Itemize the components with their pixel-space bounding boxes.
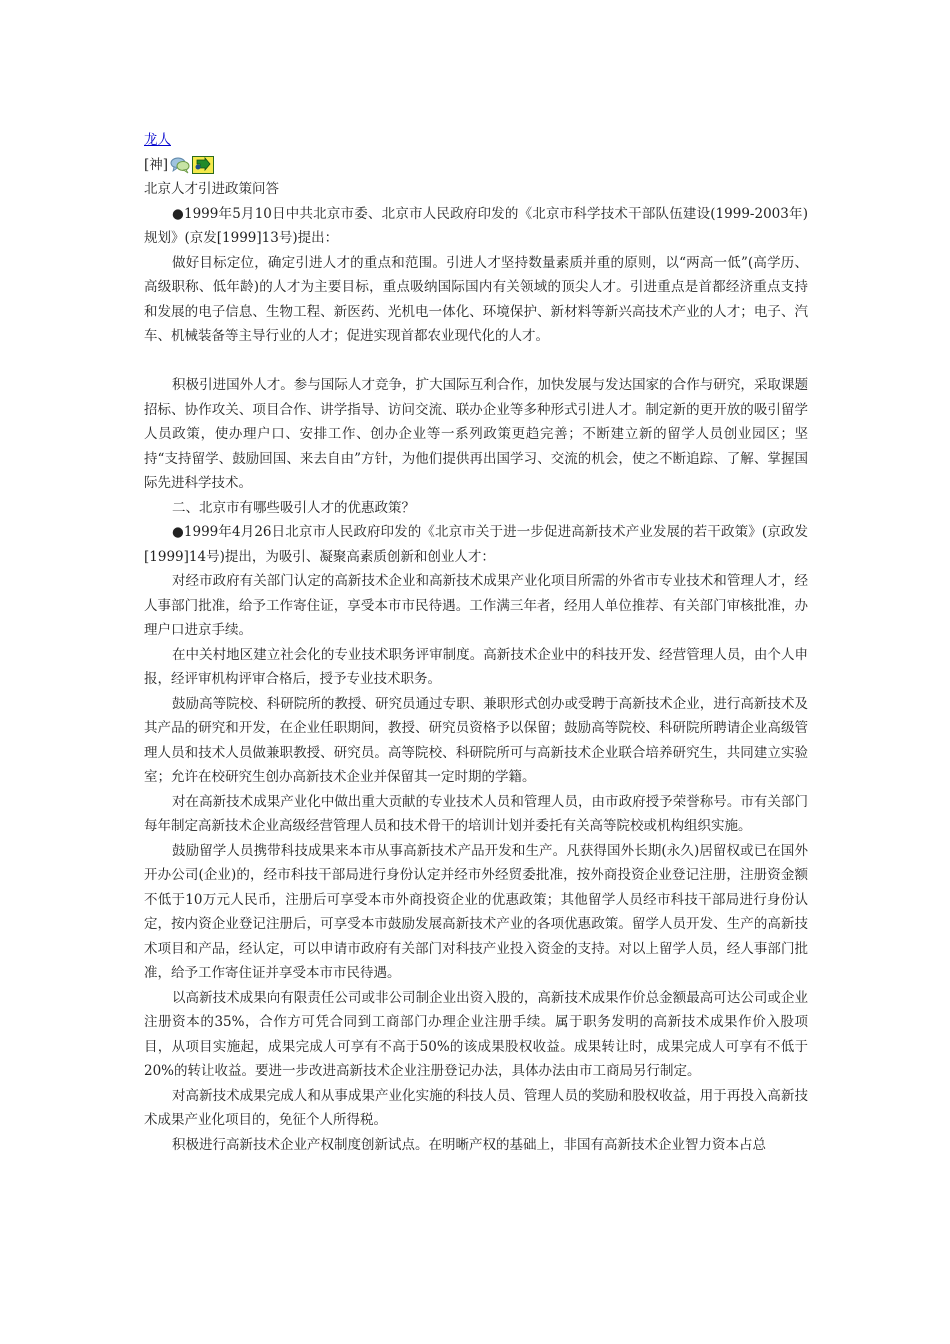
document-title: 北京人才引进政策问答 bbox=[144, 181, 279, 197]
chat-bubbles-icon bbox=[170, 156, 190, 174]
paragraph: ●1999年5月10日中共北京市委、北京市人民政府印发的《北京市科学技术干部队伍建设(1999-2003年)规划》(京发[1999]13号)提出： bbox=[144, 205, 808, 246]
paragraph: 对在高新技术成果产业化中做出重大贡献的专业技术人员和管理人员，由市政府授予荣誉称号。市有关部门每年制定高新技术企业高级经营管理人员和技术骨干的培训计划并委托有关高等院校或机构组织实施。 bbox=[144, 793, 808, 834]
paragraph: 积极进行高新技术企业产权制度创新试点。在明晰产权的基础上，非国有高新技术企业智力资本占总 bbox=[172, 1136, 766, 1153]
blank-line bbox=[144, 349, 808, 374]
paragraph: 对经市政府有关部门认定的高新技术企业和高新技术成果产业化项目所需的外省市专业技术和管理人才，经人事部门批准，给予工作寄住证，享受本市市民待遇。工作满三年者，经用人单位推荐、有关部门审核批准，办理户口进京手续。 bbox=[144, 573, 808, 638]
paragraph: 以高新技术成果向有限责任公司或非公司制企业出资入股的，高新技术成果作价总金额最高可达公司或企业注册资本的35%，合作方可凭合同到工商部门办理企业注册手续。属于职务发明的高新技术成果作价入股项目，从项目实施起，成果完成人可享有不高于50%的该成果股权收益。成果转让时，成果完成人可享有不低于20%的转让收益。要进一步改进高新技术企业注册登记办法，具体办法由市工商局另行制定。 bbox=[144, 989, 808, 1079]
paragraph: 积极引进国外人才。参与国际人才竞争，扩大国际互利合作，加快发展与发达国家的合作与研究，采取课题招标、协作攻关、项目合作、讲学指导、访问交流、联办企业等多种形式引进人才。制定新的更开放的吸引留学人员政策，使办理户口、安排工作、创办企业等一系列政策更趋完善；不断建立新的留学人员创业园区；坚持“支持留学、鼓励回国、来去自由”方针，为他们提供再出国学习、交流的机会，使之不断追踪、了解、掌握国际先进科学技术。 bbox=[144, 377, 808, 491]
tag-row bbox=[144, 153, 808, 178]
article-body bbox=[144, 128, 808, 1157]
section-heading: 二、北京市有哪些吸引人才的优惠政策？ bbox=[172, 499, 415, 516]
paragraph: 做好目标定位，确定引进人才的重点和范围。引进人才坚持数量素质并重的原则，以“两高一低”(高学历、高级职称、低年龄)的人才为主要目标，重点吸纳国际国内有关领域的顶尖人才。引进重点是首都经济重点支持和发展的电子信息、生物工程、新医药、光机电一体化、环境保护、新材料等新兴高技术产业的人才；电子、汽车、机械装备等主导行业的人才；促进实现首都农业现代化的人才。 bbox=[144, 254, 808, 344]
tag-label: [神] bbox=[144, 156, 169, 173]
author-link[interactable]: 龙人 bbox=[144, 132, 171, 148]
paragraph: 鼓励高等院校、科研院所的教授、研究员通过专职、兼职形式创办或受聘于高新技术企业，进行高新技术及其产品的研究和开发，在企业任职期间，教授、研究员资格予以保留；鼓励高等院校、科研院所聘请企业高级管理人员和技术人员做兼职教授、研究员。高等院校、科研院所可与高新技术企业联合培养研究生，共同建立实验室；允许在校研究生创办高新技术企业并保留其一定时期的学籍。 bbox=[144, 695, 808, 785]
author-line bbox=[144, 128, 808, 153]
green-arrow-icon bbox=[192, 156, 214, 174]
paragraph: 在中关村地区建立社会化的专业技术职务评审制度。高新技术企业中的科技开发、经营管理人员，由个人申报，经评审机构评审合格后，授予专业技术职务。 bbox=[144, 646, 808, 687]
paragraph: 鼓励留学人员携带科技成果来本市从事高新技术产品开发和生产。凡获得国外长期(永久)居留权或已在国外开办公司(企业)的，经市科技干部局进行身份认定并经市外经贸委批准，按外商投资企业登记注册，注册资金额不低于10万元人民币，注册后可享受本市外商投资企业的优惠政策；其他留学人员经市科技干部局进行身份认定，按内资企业登记注册后，可享受本市鼓励发展高新技术产业的各项优惠政策。留学人员开发、生产的高新技术项目和产品，经认定，可以申请市政府有关部门对科技产业投入资金的支持。对以上留学人员，经人事部门批准，给予工作寄住证并享受本市市民待遇。 bbox=[144, 842, 808, 981]
paragraph: ●1999年4月26日北京市人民政府印发的《北京市关于进一步促进高新技术产业发展的若干政策》(京政发[1999]14号)提出，为吸引、凝聚高素质创新和创业人才： bbox=[144, 524, 808, 565]
paragraph: 对高新技术成果完成人和从事成果产业化实施的科技人员、管理人员的奖励和股权收益，用于再投入高新技术成果产业化项目的，免征个人所得税。 bbox=[144, 1087, 808, 1128]
